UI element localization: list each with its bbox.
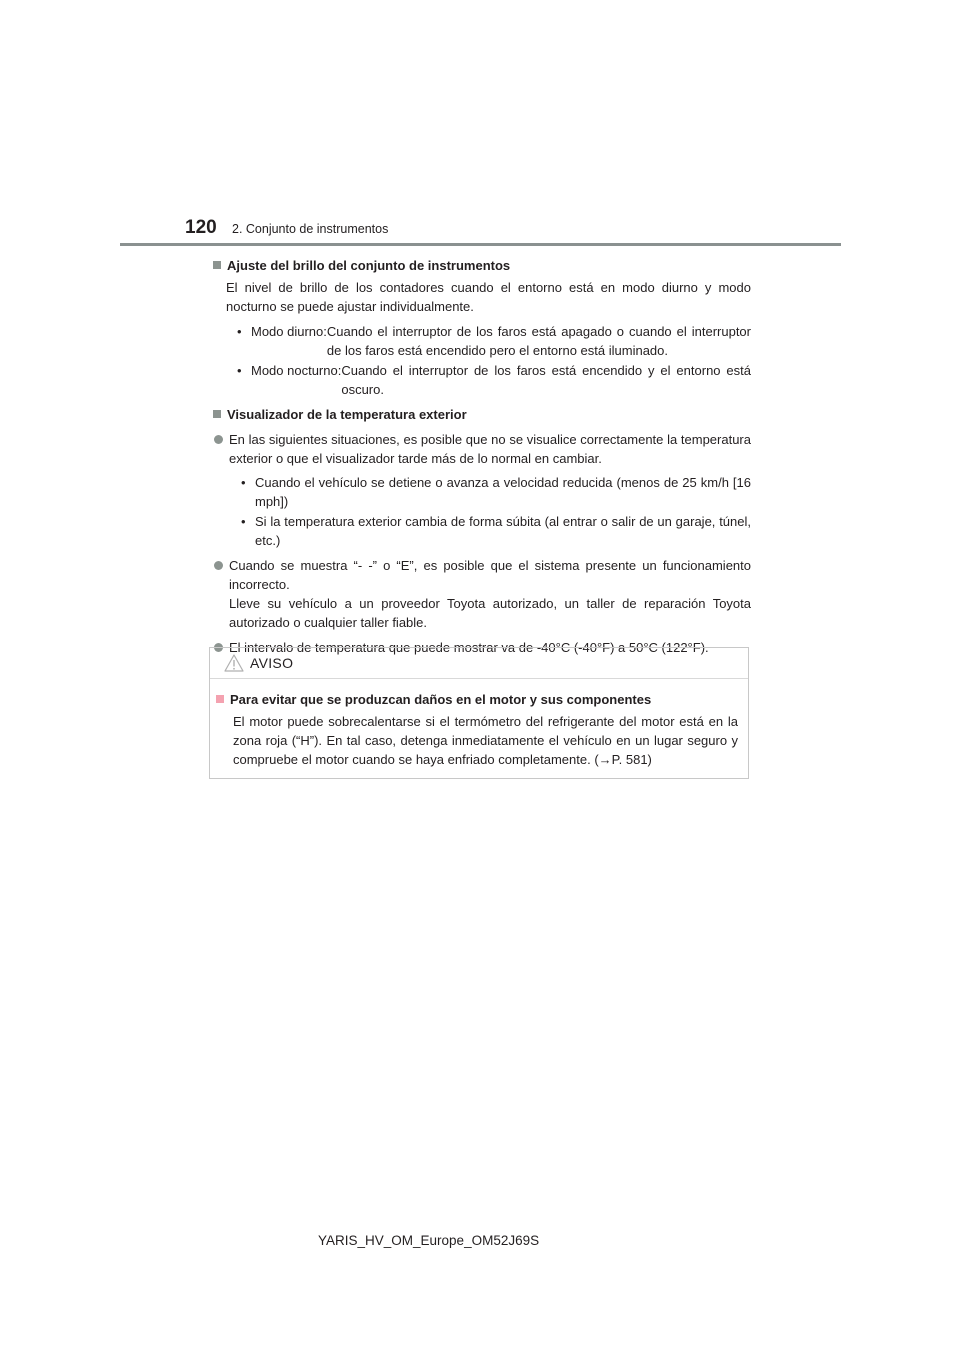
list-item: En las siguientes situaciones, es posible que no se visualice correctamente la temperatura exterior o que el visualizador tarde más de lo normal en cambiar. • Cuando el vehículo se detiene o avanza a velocidad reducida (menos de 25 km/h [16 mph]) • Si la temperatura exterior cambia de forma súbita (al entrar o salir de un garaje, túnel, etc.) [211,430,751,550]
bullet-dot: • [241,514,246,529]
sub-list-item: • Si la temperatura exterior cambia de forma súbita (al entrar o salir de un garaje, túnel, etc.) [241,514,751,548]
warning-triangle-icon [224,654,244,672]
mode-description: Cuando el interruptor de los faros está encendido y el entorno está oscuro. [341,363,751,397]
mode-item-night [237,361,751,399]
warning-title: AVISO [250,655,294,671]
section-heading-temperature: Visualizador de la temperatura exterior [211,405,751,424]
square-bullet-icon [216,695,224,703]
list-item: Cuando se muestra “- -” o “E”, es posible que el sistema presente un funcionamiento incorrecto. Lleve su vehículo a un proveedor Toyota autorizado, un taller de reparación Toyota autorizado o cualquier taller fiable. [211,556,751,632]
document-code: YARIS_HV_OM_Europe_OM52J69S [318,1233,540,1248]
bullet-dot: • [241,475,246,490]
mode-description: Cuando el interruptor de los faros está apagado o cuando el interruptor de los faros está encendido pero el entorno está iluminado. [326,324,751,358]
circle-bullet-icon [214,561,223,570]
warning-heading: Para evitar que se produzcan daños en el motor y sus componentes [214,690,738,709]
brightness-intro: El nivel de brillo de los contadores cuando el entorno está en modo diurno y modo nocturno se puede ajustar individualmente. [226,280,751,314]
sub-list-item: • Cuando el vehículo se detiene o avanza a velocidad reducida (menos de 25 km/h [16 mph]) [241,475,751,509]
square-bullet-icon [213,261,221,269]
warning-text: El motor puede sobrecalentarse si el termómetro del refrigerante del motor está en la zona roja (“H”). En tal caso, detenga inmediatamente el vehículo en un lugar seguro y compruebe el motor cuando se haya enfriado completamente. (→P. 581) [233,714,738,767]
header-divider [120,243,841,246]
section-heading-brightness: Ajuste del brillo del conjunto de instrumentos [211,256,751,275]
page-number: 120 [185,217,217,238]
warning-box [209,647,749,779]
main-content [211,255,751,657]
circle-bullet-icon [214,435,223,444]
bullet-dot: • [237,324,242,339]
chapter-title: 2. Conjunto de instrumentos [232,222,389,236]
bullet-dot: • [237,363,242,378]
list-item: El intervalo de temperatura que puede mostrar va de -40°C (-40°F) a 50°C (122°F). [211,638,751,657]
warning-header [210,648,748,679]
mode-item-day [237,322,751,360]
mode-term: Modo nocturno: [251,363,342,378]
mode-term: Modo diurno: [251,324,327,339]
square-bullet-icon [213,410,221,418]
